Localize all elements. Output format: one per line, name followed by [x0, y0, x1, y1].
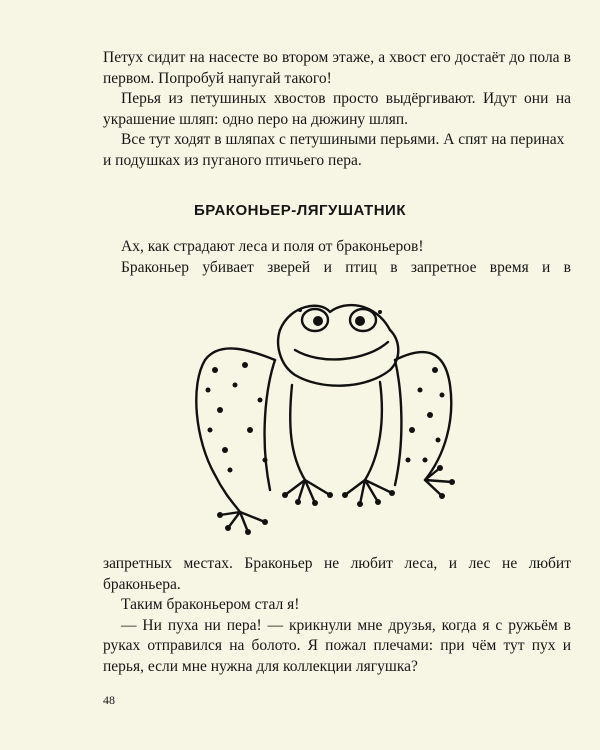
paragraph: Таким браконьером стал я!: [121, 596, 300, 613]
paragraph: Перья из петушиных хвостов просто выдёргивают. Идут они на украшение шляп: одно перо на дюжину шляп.: [103, 90, 571, 128]
paragraph: — Ни пуха ни пера! — крикнули мне друзья, когда я с ружьём в руках отправился на болото. Я пожал плечами: при чём тут пух и перья, если мне нужна для коллекции лягушка?: [103, 616, 571, 675]
paragraph: Петух сидит на насесте во втором этаже, а хвост его достаёт до пола в первом. Попробуй напугай такого!: [103, 49, 571, 87]
page-number: 48: [103, 693, 115, 707]
bottom-text-block: [103, 554, 571, 677]
paragraph: Ах, как страдают леса и поля от браконьеров!: [121, 238, 424, 255]
mid-text-block: [103, 237, 571, 278]
paragraph: Все тут ходят в шляпах с петушиными перьями. А спят на перинах и подушках из пуганого птичьего пера.: [103, 131, 565, 169]
frog-illustration: [180, 290, 470, 540]
paragraph: Браконьер убивает зверей и птиц в запретное время и в: [121, 258, 571, 276]
top-text-block: [103, 48, 571, 171]
paragraph: запретных местах. Браконьер не любит леса, и лес не любит браконьера.: [103, 555, 571, 593]
section-heading: БРАКОНЬЕР-ЛЯГУШАТНИК: [194, 202, 406, 219]
